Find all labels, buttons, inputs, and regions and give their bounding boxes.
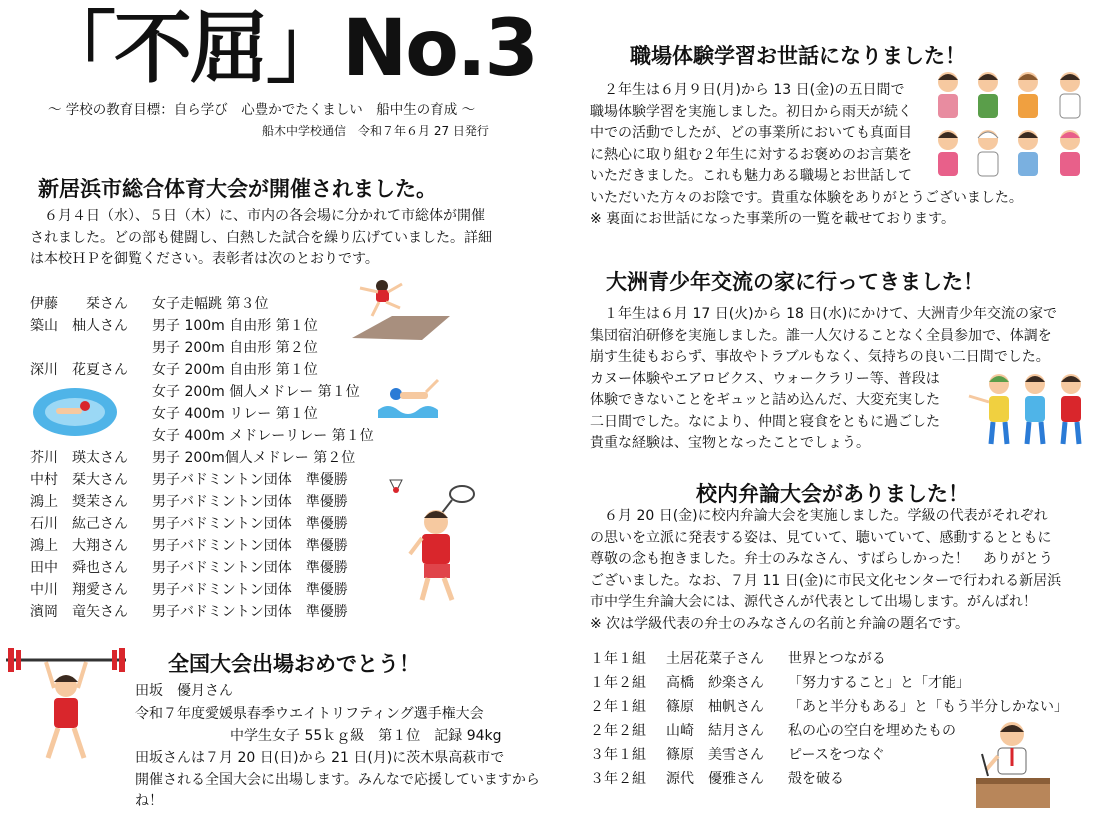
winner-event: 男子バドミントン団体 準優勝 xyxy=(152,582,348,598)
speaker-name: 篠原 美雪さん xyxy=(666,747,764,763)
speaker-name: 高橋 紗楽さん xyxy=(666,675,764,691)
ozu-line: 二日間でした。なにより、仲間と寝食をともに過ごした xyxy=(590,413,940,430)
speaker-class: ２年２組 xyxy=(590,723,646,739)
long-jump-illustration xyxy=(342,276,452,346)
speech-title: 「あと半分もある」と「もう半分しかない」 xyxy=(788,699,1068,715)
ozu-line: 体験できないことをギュッと詰め込んだ、大変充実した xyxy=(590,392,940,408)
winner-event: 女子 400m リレー 第１位 xyxy=(152,406,318,422)
winner-event: 女子 200m 自由形 第１位 xyxy=(152,362,318,378)
winner-name: 伊藤 栞さん xyxy=(30,296,128,312)
winner-event: 男子バドミントン団体 準優勝 xyxy=(152,538,348,554)
swimmer-ring-illustration xyxy=(30,380,120,440)
athlete-name: 田坂 優月さん xyxy=(135,683,233,699)
winner-event: 男子 200m 自由形 第２位 xyxy=(152,340,318,356)
speech-heading: 校内弁論大会がありました！ xyxy=(696,482,969,506)
winner-name: 田中 舜也さん xyxy=(30,560,128,576)
winner-name: 濱岡 竜矢さん xyxy=(30,604,128,620)
ozu-line: １年生は６月 17 日(火)から 18 日(水)にかけて、大洲青少年交流の家で xyxy=(604,306,1057,322)
work-line: 職場体験学習を実施しました。初日から雨天が続く xyxy=(590,103,912,120)
speaker-class: １年２組 xyxy=(590,675,646,691)
work-line: いただきました。これも魅力ある職場とお世話して xyxy=(590,168,912,184)
workers-illustration xyxy=(930,68,1100,188)
winner-event: 女子走幅跳 第３位 xyxy=(152,296,269,312)
ozu-line: 集団宿泊研修を実施しました。誰一人欠けることなく全員参加で、体調を xyxy=(590,327,1052,344)
speech-title: 「努力すること」と「才能」 xyxy=(788,675,970,691)
weightlifter-illustration xyxy=(2,640,132,770)
speaker-podium-illustration xyxy=(968,718,1058,810)
national-line: 開催される全国大会に出場します。みんなで応援していますからね！ xyxy=(135,771,540,809)
sports-line: は本校ＨＰを御覧ください。表彰者は次のとおりです。 xyxy=(30,251,379,267)
speaker-class: １年１組 xyxy=(590,651,646,667)
competition-name: 令和７年度愛媛県春季ウエイトリフティング選手権大会 xyxy=(135,706,484,722)
work-line: ※ 裏面にお世話になった事業所の一覧を載せております。 xyxy=(590,211,956,227)
winner-name: 石川 紘己さん xyxy=(30,516,128,532)
speech-line: の思いを立派に発表する姿は、見ていて、聴いていて、感動するとともに xyxy=(590,529,1052,546)
speaker-name: 山崎 結月さん xyxy=(666,723,764,739)
speaker-name: 土居花菜子さん xyxy=(666,651,764,667)
winner-name: 芥川 瑛太さん xyxy=(30,450,128,466)
winner-event: 女子 400m メドレーリレー 第１位 xyxy=(152,428,374,444)
sports-heading: 新居浜市総合体育大会が開催されました。 xyxy=(38,177,437,201)
winner-event: 男子バドミントン団体 準優勝 xyxy=(152,516,348,532)
winner-event: 男子 100m 自由形 第１位 xyxy=(152,318,318,334)
winner-event: 男子バドミントン団体 準優勝 xyxy=(152,472,348,488)
ozu-heading: 大洲青少年交流の家に行ってきました！ xyxy=(606,270,984,294)
national-heading: 全国大会出場おめでとう！ xyxy=(168,652,420,676)
winner-event: 男子バドミントン団体 準優勝 xyxy=(152,604,348,620)
ozu-line: 貴重な経験は、宝物となったことでしょう。 xyxy=(590,435,870,451)
students-hiking-illustration xyxy=(965,370,1095,450)
badminton-player-illustration xyxy=(398,482,498,612)
sports-intro xyxy=(30,206,550,271)
speaker-class: ３年１組 xyxy=(590,747,646,763)
winner-name: 鴻上 大翔さん xyxy=(30,538,128,554)
national-line: 田坂さんは７月 20 日(日)から 21 日(月)に茨木県高萩市で xyxy=(135,750,505,766)
speaker-class: ２年１組 xyxy=(590,699,646,715)
school-motto: ～ 学校の教育目標：自ら学び 心豊かでたくましい 船中生の育成 ～ xyxy=(48,102,476,118)
speech-line: 尊敬の念も抱きました。弁士のみなさん、すばらしかった！ ありがとう xyxy=(590,551,1053,567)
winner-event: 男子 200m個人メドレー 第２位 xyxy=(152,450,356,466)
work-heading: 職場体験学習お世話になりました！ xyxy=(630,44,966,68)
ozu-line: 崩す生徒もおらず、事故やトラブルもなく、気持ちの良い二日間でした。 xyxy=(590,349,1050,365)
speech-line: ６月 20 日(金)に校内弁論大会を実施しました。学級の代表がそれぞれ xyxy=(604,508,1048,524)
issue-date: 船木中学校通信 令和７年６月 27 日発行 xyxy=(262,124,489,138)
swimmer-illustration xyxy=(376,370,446,420)
speech-line: 市中学生弁論大会には、源代さんが代表として出場します。がんばれ！ xyxy=(590,594,1037,610)
speech-title: 殻を破る xyxy=(788,771,844,787)
winner-name: 築山 柚人さん xyxy=(30,318,128,334)
speaker-name: 篠原 柚帆さん xyxy=(666,699,764,715)
speech-text xyxy=(590,506,1095,635)
speech-title: ピースをつなぐ xyxy=(788,747,885,763)
sports-line: されました。どの部も健闘し、白熱した試合を繰り広げていました。詳細 xyxy=(30,229,492,246)
speaker-name: 源代 優雅さん xyxy=(666,771,764,787)
work-line: 中での活動でしたが、どの事業所においても真面目 xyxy=(590,125,912,141)
speech-line: ※ 次は学級代表の弁士のみなさんの名前と弁論の題名です。 xyxy=(590,615,970,632)
speech-title: 世界とつながる xyxy=(788,651,886,667)
competition-result: 中学生女子 55ｋｇ級 第１位 記録 94kg xyxy=(230,728,502,744)
winner-event: 女子 200m 個人メドレー 第１位 xyxy=(152,384,360,400)
newsletter-title: 「不屈」No.3 xyxy=(38,4,537,94)
work-line: いただいた方々のお陰です。貴重な体験をありがとうございました。 xyxy=(590,189,1023,206)
work-line: ２年生は６月９日(月)から 13 日(金)の五日間で xyxy=(604,82,905,98)
winner-name: 中村 栞大さん xyxy=(30,472,128,488)
work-line: に熱心に取り組む２年生に対するお褒めのお言葉を xyxy=(590,146,912,163)
winner-name: 中川 翔愛さん xyxy=(30,582,128,598)
national-text xyxy=(135,748,555,813)
ozu-line: カヌー体験やエアロビクス、ウォークラリー等、普段は xyxy=(590,370,940,387)
winner-event: 男子バドミントン団体 準優勝 xyxy=(152,560,348,576)
winner-name: 深川 花夏さん xyxy=(30,362,128,378)
winner-name: 鴻上 奨茉さん xyxy=(30,494,128,510)
winner-event: 男子バドミントン団体 準優勝 xyxy=(152,494,348,510)
speech-line: ございました。なお、７月 11 日(金)に市民文化センターで行われる新居浜 xyxy=(590,572,1062,589)
speech-title: 私の心の空白を埋めたもの xyxy=(788,723,956,739)
speaker-class: ３年２組 xyxy=(590,771,646,787)
sports-line: ６月４日（水）、５日（木）に、市内の各会場に分かれて市総体が開催 xyxy=(44,208,485,224)
